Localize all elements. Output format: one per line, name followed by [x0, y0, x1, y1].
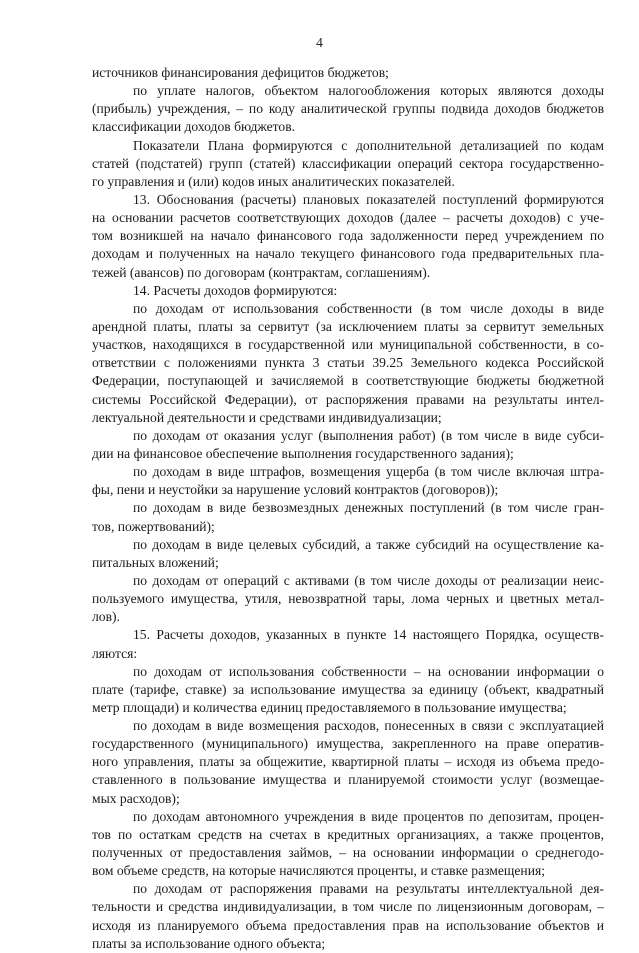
- text-line: мых расходов);: [92, 790, 180, 806]
- text-line: ответствии с положениями пункта 3 статьи 39.25 Земельного кодекса Российской: [92, 355, 604, 371]
- text-line: доходам и полученных на начало текущего финансового года предварительных пла-: [92, 246, 604, 262]
- text-line: исходя из планируемого объема предоставления прав на использование объектов и: [92, 917, 604, 933]
- document-body: [92, 64, 604, 953]
- text-line: источников финансирования дефицитов бюджетов;: [92, 65, 389, 80]
- text-line: тов по остаткам средств на счетах в кредитных организациях, а также процентов,: [92, 826, 604, 842]
- text-line: лов).: [92, 609, 120, 625]
- text-line: Федерации, поступающей и зачисляемой в соответствующие бюджеты бюджетной: [92, 373, 604, 389]
- text-line: тельности и средства индивидуализации, в том числе по лицензионным договорам, –: [92, 899, 604, 915]
- text-line: по доходам в виде возмещения расходов, понесенных в связи с эксплуатацией: [133, 718, 604, 734]
- text-line: лектуальной деятельности и средствами индивидуализации;: [92, 409, 442, 425]
- text-line: по доходам в виде штрафов, возмещения ущерба (в том числе включая штра-: [133, 464, 604, 480]
- text-line: арендной платы, платы за сервитут (за исключением платы за сервитут земельных: [92, 318, 604, 334]
- text-line: вом объеме средств, на которые начисляются проценты, и ставке размещения;: [92, 863, 546, 879]
- text-line: участков, находящихся в государственной или муниципальной собственности, в со-: [92, 337, 604, 353]
- text-line: по доходам от распоряжения правами на результаты интеллектуальной дея-: [133, 881, 604, 897]
- text-line: том возникшей на начало финансового года задолженности перед учреждением по: [92, 228, 604, 244]
- text-line: го управления и (или) кодов иных аналитических показателей.: [92, 173, 455, 189]
- text-line: полученных от предоставления займов, – на основании информации о среднегодо-: [92, 845, 604, 861]
- text-line: плате (тарифе, ставке) за использование имущества за единицу (объект, квадратный: [92, 681, 604, 697]
- text-line: платы за использование одного объекта;: [92, 935, 326, 951]
- text-line: тежей (авансов) по договорам (контрактам, соглашениям).: [92, 264, 431, 280]
- text-line: пользуемого имущества, утиля, невозвратной тары, лома черных и цветных метал-: [92, 591, 604, 607]
- text-line: по уплате налогов, объектом налогообложения которых являются доходы: [133, 83, 604, 99]
- text-line: дии на финансовое обеспечение выполнения государственного задания);: [92, 445, 514, 461]
- text-line: по доходам в виде целевых субсидий, а также субсидий на осуществление ка-: [133, 536, 604, 552]
- text-line: системы Российской Федерации), от распоряжения правами на результаты интел-: [92, 391, 604, 407]
- text-line: питальных вложений;: [92, 554, 219, 570]
- text-line: по доходам от оказания услуг (выполнения работ) (в том числе в виде субси-: [133, 427, 604, 443]
- text-line: ляются:: [92, 645, 138, 661]
- text-line: классификации доходов бюджетов.: [92, 119, 296, 135]
- text-line: 14. Расчеты доходов формируются:: [133, 282, 338, 298]
- text-line: Показатели Плана формируются с дополнительной детализацией по кодам: [133, 137, 604, 153]
- text-line: государственного (муниципального) имущества, закрепленного на праве оператив-: [92, 736, 604, 752]
- text-line: 13. Обоснования (расчеты) плановых показателей поступлений формируются: [133, 191, 604, 207]
- text-line: по доходам автономного учреждения в виде процентов по депозитам, процен-: [133, 808, 604, 824]
- text-line: на основании расчетов соответствующих доходов (далее – расчеты доходов) с уче-: [92, 210, 604, 226]
- text-line: статей (подстатей) групп (статей) классификации операций сектора государственно-: [92, 155, 604, 171]
- text-line: (прибыль) учреждения, – по коду аналитической группы подвида доходов бюджетов: [92, 101, 604, 117]
- text-line: по доходам в виде безвозмездных денежных поступлений (в том числе гран-: [133, 500, 604, 516]
- text-line: метр площади) и количества единиц предоставляемого в пользование имущества;: [92, 699, 567, 715]
- text-line: по доходам от использования собственности – на основании информации о: [133, 663, 604, 679]
- text-line: фы, пени и неустойки за нарушение условий контрактов (договоров));: [92, 482, 499, 498]
- page-number: 4: [316, 35, 323, 50]
- text-line: ставленного в пользование имущества и планируемой стоимости услуг (возмещае-: [92, 772, 604, 788]
- text-line: ного управления, платы за общежитие, квартирной платы – исходя из объема предо-: [92, 754, 604, 770]
- text-line: по доходам от операций с активами (в том числе доходы от реализации неис-: [133, 572, 604, 588]
- text-line: тов, пожертвований);: [92, 518, 215, 534]
- text-line: 15. Расчеты доходов, указанных в пункте 14 настоящего Порядка, осуществ-: [133, 627, 604, 643]
- text-line: по доходам от использования собственности (в том числе доходы в виде: [133, 300, 604, 316]
